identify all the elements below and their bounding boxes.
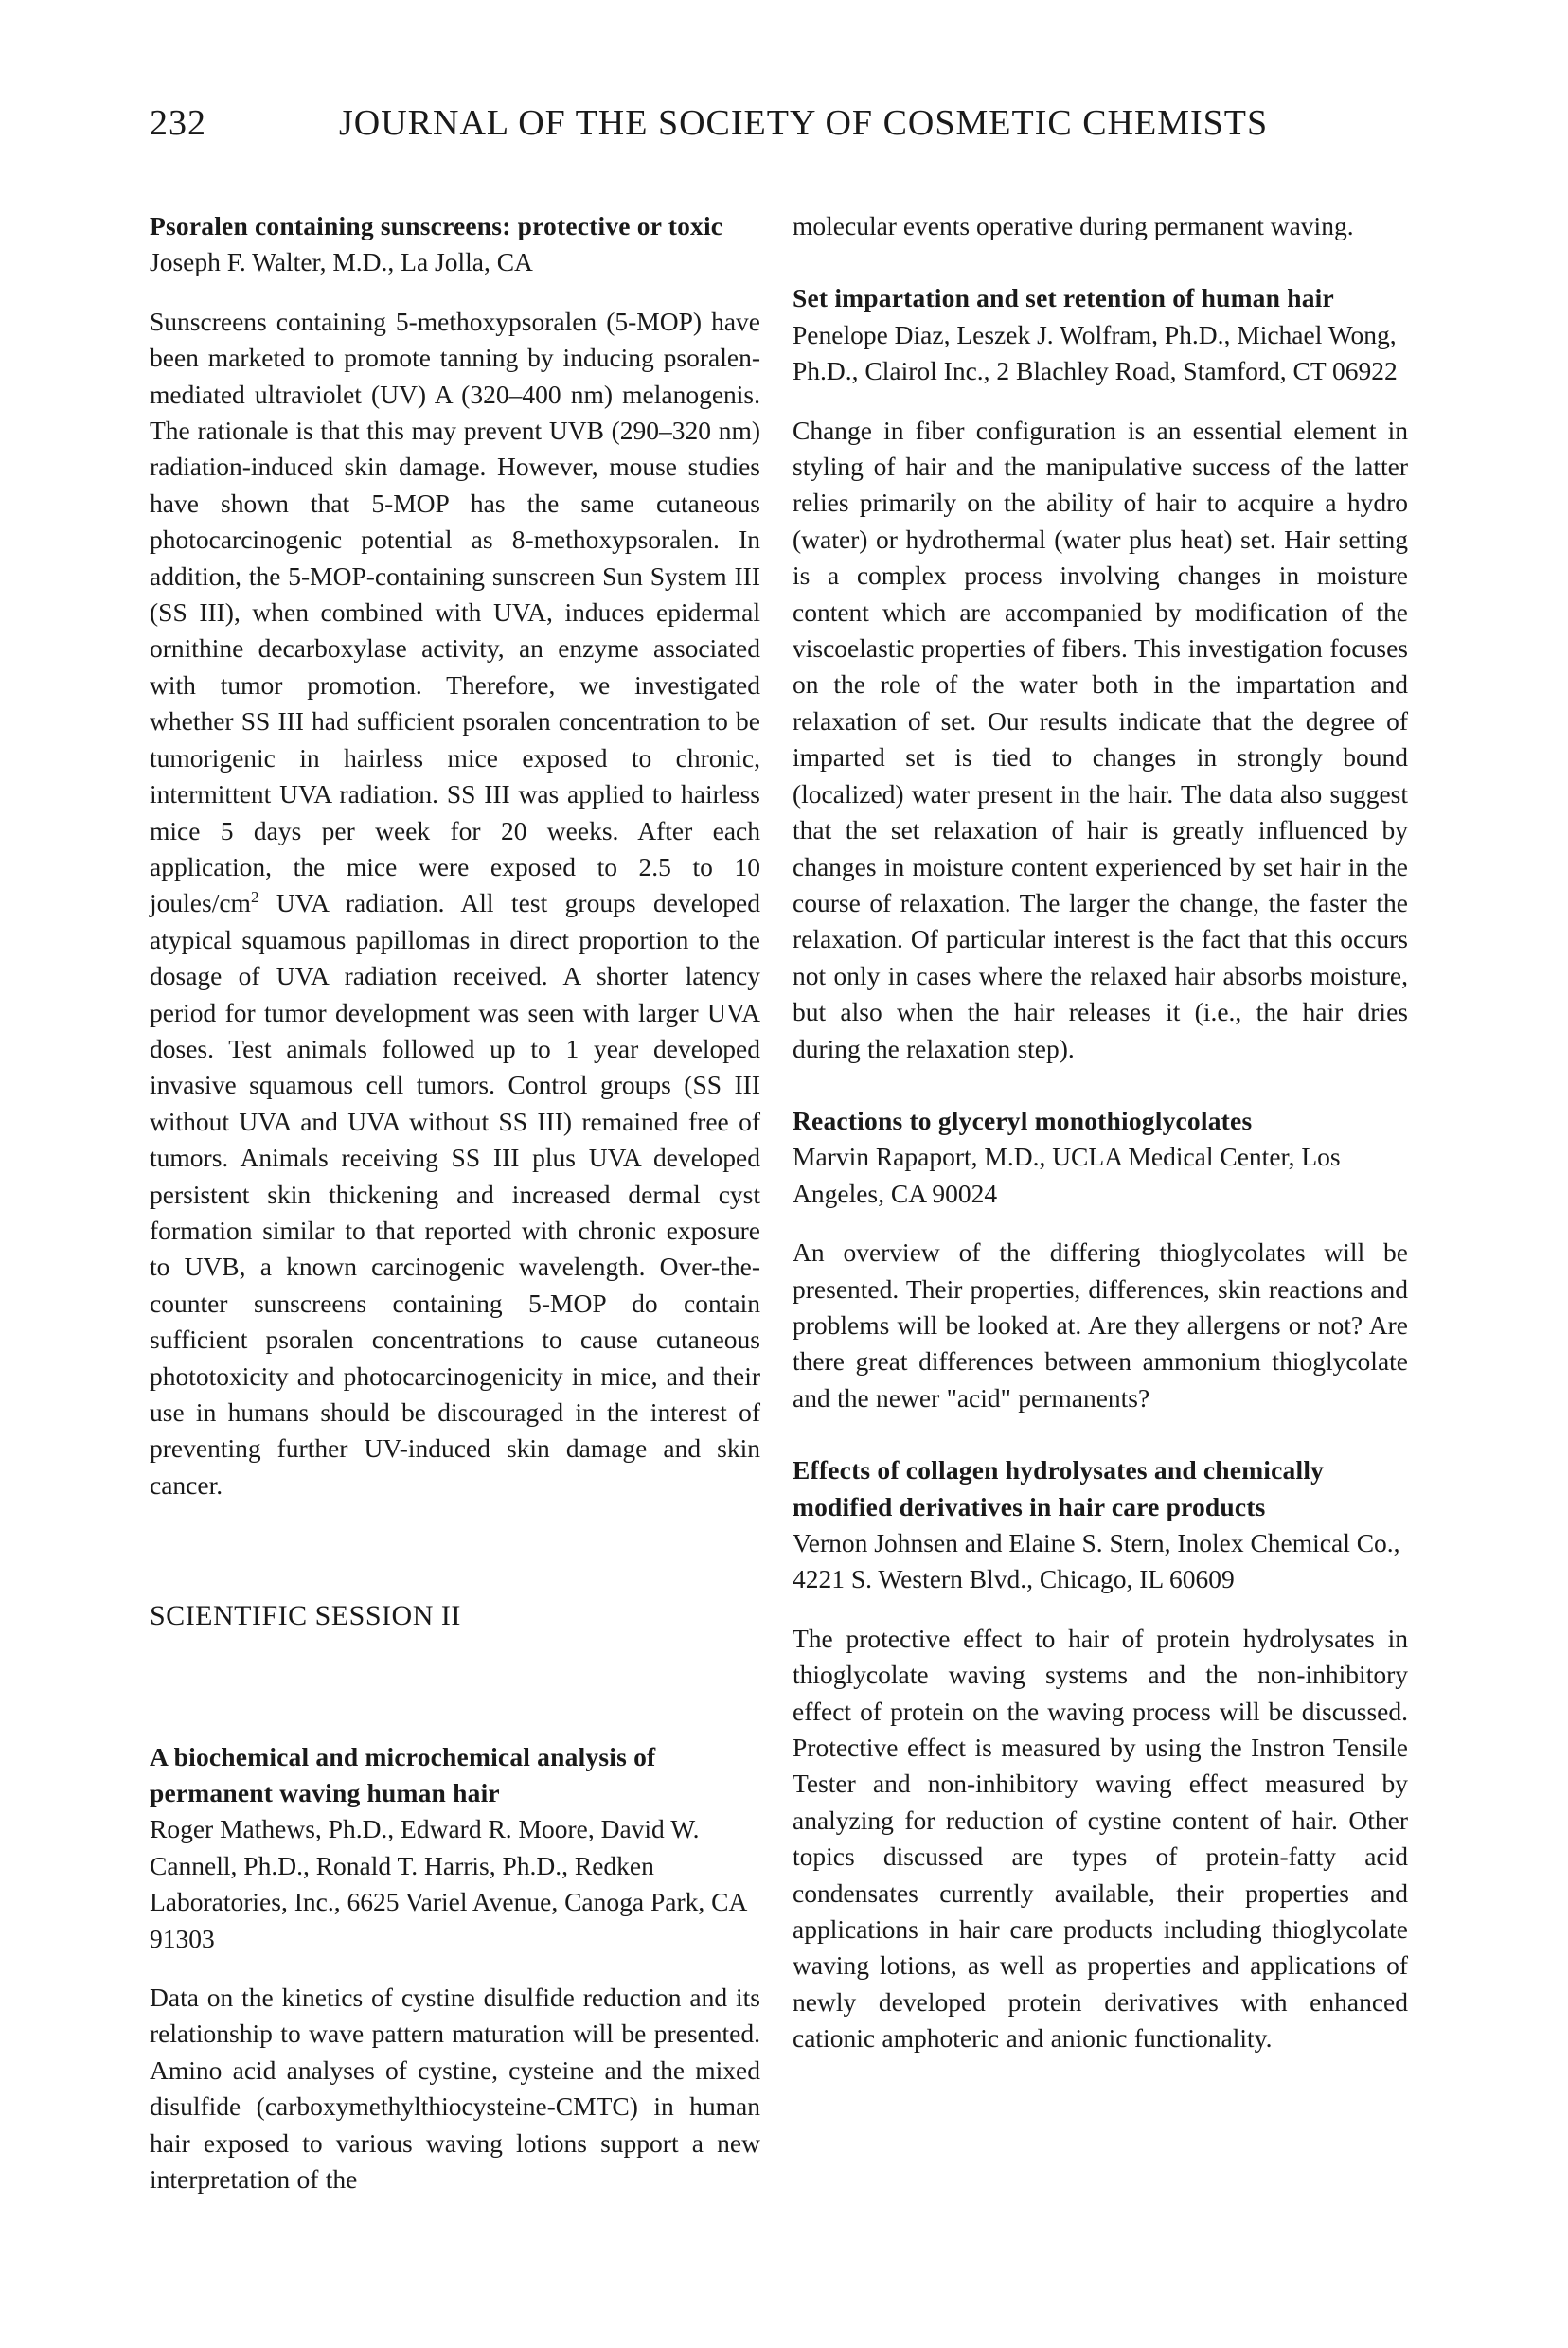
abstract-authors: Penelope Diaz, Leszek J. Wolfram, Ph.D., Michael Wong, Ph.D., Clairol Inc., 2 Blachley Road, Stamford, CT 06922 [793, 319, 1398, 386]
abstract-title: Effects of collagen hydrolysates and chemically modified derivatives in hair care products [793, 1455, 1325, 1521]
abstract-title: Psoralen containing sunscreens: protective or toxic [150, 211, 723, 240]
abstract-psoralen-sunscreens [150, 208, 760, 1503]
left-column [150, 208, 760, 2234]
abstract-body: The protective effect to hair of protein hydrolysates in thioglycolate waving systems and the non-inhibitory effect of protein on the waving process will be discussed. Protective effect is measured by using the Instron Tensile Tester and non-inhibitory waving effect measured by analyzing for reduction of cystine content of hair. Other topics discussed are types of protein-fatty acid condensates currently available, their properties and applications in hair care products including thioglycolate waving lotions, as well as properties and applications of newly developed protein derivatives with enhanced cationic amphoteric and anionic functionality. [793, 1623, 1408, 2054]
continued-text: molecular events operative during permanent waving. [793, 211, 1354, 240]
abstract-body: Change in fiber configuration is an essential element in styling of hair and the manipulative success of the latter relies primarily on the ability of hair to acquire a hydro (water) or hydrothermal (water plus heat) set. Hair setting is a complex process involving changes in moisture content which are accompanied by modification of the viscoelastic properties of fibers. This investigation focuses on the role of the water both in the impartation and relaxation of set. Our results indicate that the degree of imparted set is tied to changes in strongly bound (localized) water present in the hair. The data also suggest that the set relaxation of hair is greatly influenced by changes in moisture content experienced by set hair in the course of relaxation. The larger the change, the faster the relaxation. Of particular interest is the fact that this occurs not only in cases where the relaxed hair absorbs moisture, but also when the hair releases it (i.e., the hair dries during the relaxation step). [793, 415, 1408, 1063]
abstract-authors: Vernon Johnsen and Elaine S. Stern, Inolex Chemical Co., 4221 S. Western Blvd., Chicago, IL 60609 [793, 1528, 1400, 1594]
abstract-body-part2: UVA radiation. All test groups developed atypical squamous papillomas in direct proportion to the dosage of UVA radiation received. A shorter latency period for tumor development was seen with larger UVA doses. Test animals followed up to 1 year developed invasive squamous cell tumors. Control groups (SS III without UVA and UVA without SS III) remained free of tumors. Animals receiving SS III plus UVA developed persistent skin thickening and increased dermal cyst formation similar to that reported with chronic exposure to UVB, a known carcinogenic wavelength. Over-the-counter sunscreens containing 5-MOP do contain sufficient psoralen concentrations to cause cutaneous phototoxicity and photocarcinogenicity in mice, and their use in humans should be discouraged in the interest of preventing further UV-induced skin damage and skin cancer. [150, 888, 760, 1500]
abstract-body: Data on the kinetics of cystine disulfide reduction and its relationship to wave pattern maturation will be presented. Amino acid analyses of cystine, cysteine and the mixed disulfide (carboxymethylthiocysteine-CMTC) in human hair exposed to various waving lotions support a new interpretation of the [150, 1983, 760, 2195]
abstract-set-impartation [793, 280, 1408, 1067]
abstract-authors: Joseph F. Walter, M.D., La Jolla, CA [150, 247, 533, 277]
right-column [793, 208, 1408, 2093]
abstract-title: Set impartation and set retention of human hair [793, 283, 1334, 313]
page-number: 232 [150, 103, 206, 143]
journal-title: JOURNAL OF THE SOCIETY OF COSMETIC CHEMISTS [339, 103, 1269, 143]
abstract-body: An overview of the differing thioglycolates will be presented. Their properties, differences, skin reactions and problems will be looked at. Are they allergens or not? Are there great differences between ammonium thioglycolate and the newer "acid" permanents? [793, 1237, 1408, 1413]
abstract-title: Reactions to glyceryl monothioglycolates [793, 1105, 1253, 1135]
section-heading: SCIENTIFIC SESSION II [150, 1600, 461, 1632]
abstract-authors: Roger Mathews, Ph.D., Edward R. Moore, David W. Cannell, Ph.D., Ronald T. Harris, Ph.D., Redken Laboratories, Inc., 6625 Variel Avenue, Canoga Park, CA 91303 [150, 1814, 746, 1953]
superscript-exponent: 2 [250, 888, 259, 907]
abstract-title: A biochemical and microchemical analysis of permanent waving human hair [150, 1741, 656, 1808]
abstract-body [150, 304, 760, 1503]
running-head [150, 102, 1418, 159]
abstract-permanent-waving-analysis [150, 1739, 760, 2198]
abstract-authors: Marvin Rapaport, M.D., UCLA Medical Center, Los Angeles, CA 90024 [793, 1142, 1341, 1208]
abstract-continuation [793, 208, 1408, 244]
abstract-glyceryl-monothioglycolates [793, 1103, 1408, 1416]
abstract-collagen-hydrolysates [793, 1452, 1408, 2057]
abstract-body-part1: Sunscreens containing 5-methoxypsoralen (5-MOP) have been marketed to promote tanning by inducing psoralen-mediated ultraviolet (UV) A (320–400 nm) melanogenis. The rationale is that this may prevent UVB (290–320 nm) radiation-induced skin damage. However, mouse studies have shown that 5-MOP has the same cutaneous photocarcinogenic potential as 8-methoxypsoralen. In addition, the 5-MOP-containing sunscreen Sun System III (SS III), when combined with UVA, induces epidermal ornithine decarboxylase activity, an enzyme associated with tumor promotion. Therefore, we investigated whether SS III had sufficient psoralen concentration to be tumorigenic in hairless mice exposed to chronic, intermittent UVA radiation. SS III was applied to hairless mice 5 days per week for 20 weeks. After each application, the mice were exposed to 2.5 to 10 joules/cm [150, 306, 760, 918]
